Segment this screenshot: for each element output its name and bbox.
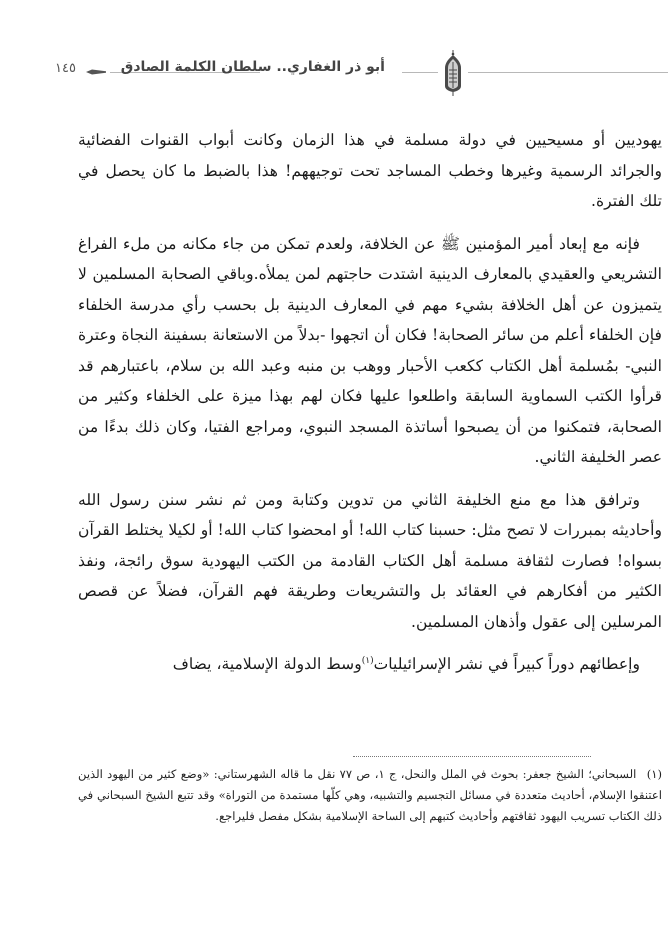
paragraph <box>78 649 662 680</box>
paragraph-text: وسط الدولة الإسلامية، يضاف <box>172 655 362 673</box>
header-rule-right <box>468 72 668 73</box>
pointer-icon <box>86 69 106 75</box>
header-rule-middle <box>402 72 438 73</box>
paragraph-text: وإعطائهم دوراً كبيراً في نشر الإسرائيليات <box>373 655 640 673</box>
footnote-reference[interactable]: (١) <box>361 655 374 666</box>
footnote-number: (١) <box>646 767 662 781</box>
lantern-ornament-icon <box>443 50 463 96</box>
footnote-text: السبحاني؛ الشيخ جعفر: بحوث في الملل والنحل، ج ١، ص ٧٧ نقل ما قاله الشهرستاني: «وضع كثير من اليهود الذين اعتنقوا الإسلام، أحاديث متعددة في مسائل التجسيم والتشبيه، وهي كلّها مستمدة من التوراة» وقد تتبع الشيخ السبحاني في ذلك الكتاب تسريب اليهود ثقافتهم وأحاديث كتبهم إلى الساحة الإسلامية بشكل مفصل فليراجع. <box>78 767 662 823</box>
paragraph: يهوديين أو مسيحيين في دولة مسلمة في هذا الزمان وكانت أبواب القنوات الفضائية والجرائد الرسمية وغيرها وخطب المساجد تحت توجيههم! هذا بالضبط ما كان يحصل في تلك الفترة. <box>78 131 662 210</box>
body-text <box>78 125 662 692</box>
page-number: ١٤٥ <box>55 61 76 76</box>
page-header <box>0 58 669 88</box>
paragraph: وترافق هذا مع منع الخليفة الثاني من تدوين وكتابة ومن ثم نشر سنن رسول الله وأحاديثه بمبررات لا تصح مثل: حسبنا كتاب الله! أو امحضوا كتاب الله! أو لكيلا يختلط القرآن بسواه! فصارت لثقافة مسلمة أهل الكتاب القادمة من الكتب اليهودية سوق رائجة، ونفذ الكثير من أفكارهم في العقائد بل والتشريعات وطريقة فهم القرآن، فضلاً عن قصص المرسلين إلى عقول وأذهان المسلمين. <box>78 490 662 631</box>
paragraph: فإنه مع إبعاد أمير المؤمنين ﷺ عن الخلافة، ولعدم تمكن من جاء مكانه من ملء الفراغ التشريعي والعقيدي بالمعارف الدينية اشتدت حاجتهم لمن يملأه.وباقي الصحابة المسلمين لا يتميزون عن أهل الخلافة بشيء مهم في المعارف الدينية بل بحسب رأي مدرسة الخلفاء فإن الخلفاء أعلم من سائر الصحابة! فكان أن اتجهوا -بدلاً من الاستعانة بسفينة النجاة وعترة النبي- بمُسلمة أهل الكتاب ككعب الأحبار ووهب بن منبه وعبد الله بن سلام، باعتبارهم قد قرأوا الكتب السماوية السابقة واطلعوا عليها فكان لهم بهذا ميزة على الخلفاء وكثير من الصحابة، فتمكنوا من أن يصبحوا أساتذة المسجد النبوي، ومراجع الفتيا، وكان ذلك بدءًا من عصر الخليفة الثاني. <box>78 234 662 466</box>
footnote <box>78 764 662 827</box>
running-title: أبو ذر الغفاري.. سلطان الكلمة الصادق <box>120 59 385 75</box>
footnote-separator <box>353 756 591 757</box>
